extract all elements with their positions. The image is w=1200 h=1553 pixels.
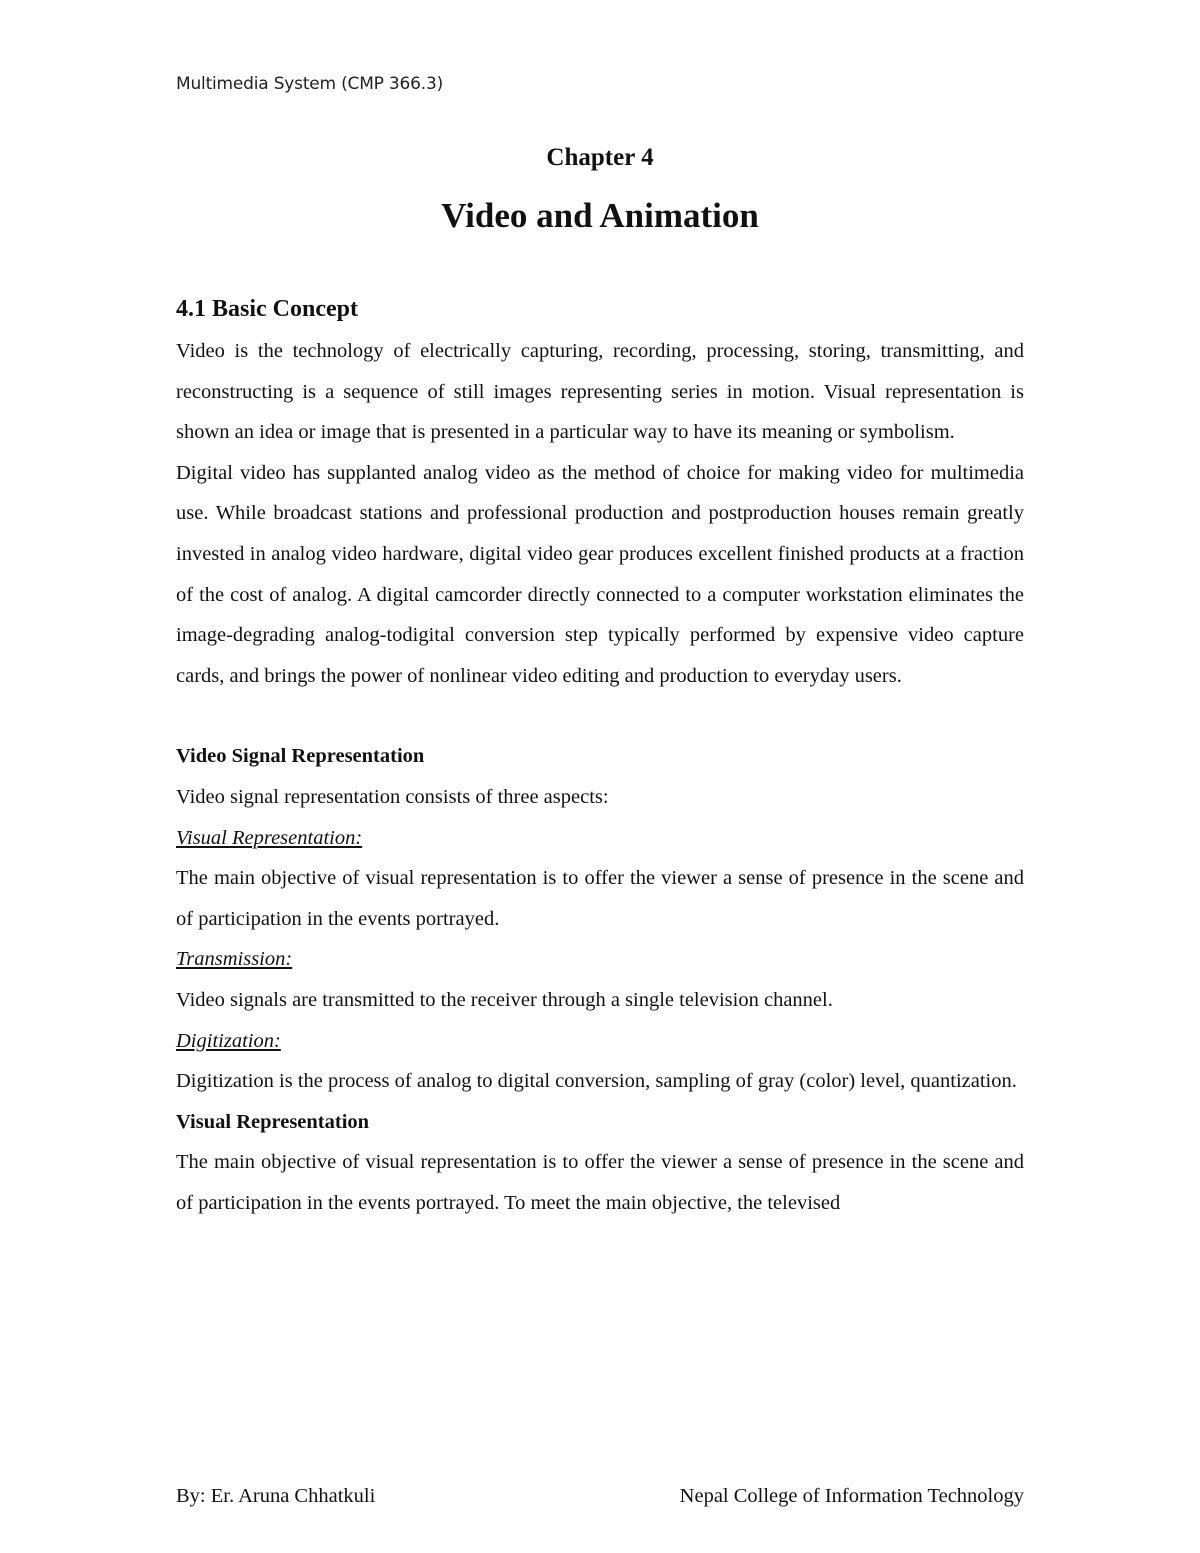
paragraph: Video signal representation consists of three aspects: (176, 785, 609, 808)
paragraph: Digital video has supplanted analog video as the method of choice for making video for multimedia use. While broadcast stations and professional production and postproduction houses remain greatly invested in analog video hardware, digital video gear produces excellent finished products at a fraction of the cost of analog. A digital camcorder directly connected to a computer workstation eliminates the image-degrading analog-todigital conversion step typically performed by expensive video capture cards, and brings the power of nonlinear video editing and production to everyday users. (176, 461, 1024, 687)
chapter-number: Chapter 4 (546, 144, 654, 171)
section-heading: 4.1 Basic Concept (176, 296, 358, 322)
aspect-title: Visual Representation: (176, 826, 363, 849)
subsection-heading: Video Signal Representation (176, 745, 425, 768)
aspect-title: Transmission: (176, 948, 293, 971)
aspect-text: Digitization is the process of analog to digital conversion, sampling of gray (color) level, quantization. (176, 1070, 1017, 1093)
page-content (176, 291, 1024, 1223)
chapter-title: Video and Animation (441, 196, 759, 235)
aspect-text: Video signals are transmitted to the receiver through a single television channel. (176, 988, 833, 1011)
paragraph: The main objective of visual representation is to offer the viewer a sense of presence in the scene and of participation in the events portrayed. To meet the main objective, the televised (176, 1151, 1024, 1214)
footer-author: By: Er. Aruna Chhatkuli (176, 1485, 376, 1507)
footer-institution: Nepal College of Information Technology (679, 1485, 1024, 1507)
subsection-heading: Visual Representation (176, 1110, 370, 1133)
aspect-text: The main objective of visual representation is to offer the viewer a sense of presence in the scene and of participation in the events portrayed. (176, 867, 1024, 930)
paragraph: Video is the technology of electrically capturing, recording, processing, storing, transmitting, and reconstructing is a sequence of still images representing series in motion. Visual representation is shown an idea or image that is presented in a particular way to have its meaning or symbolism. (176, 340, 1024, 444)
aspect-title: Digitization: (176, 1029, 281, 1052)
spacer (176, 696, 1024, 736)
page-header: Multimedia System (CMP 366.3) (176, 74, 444, 94)
